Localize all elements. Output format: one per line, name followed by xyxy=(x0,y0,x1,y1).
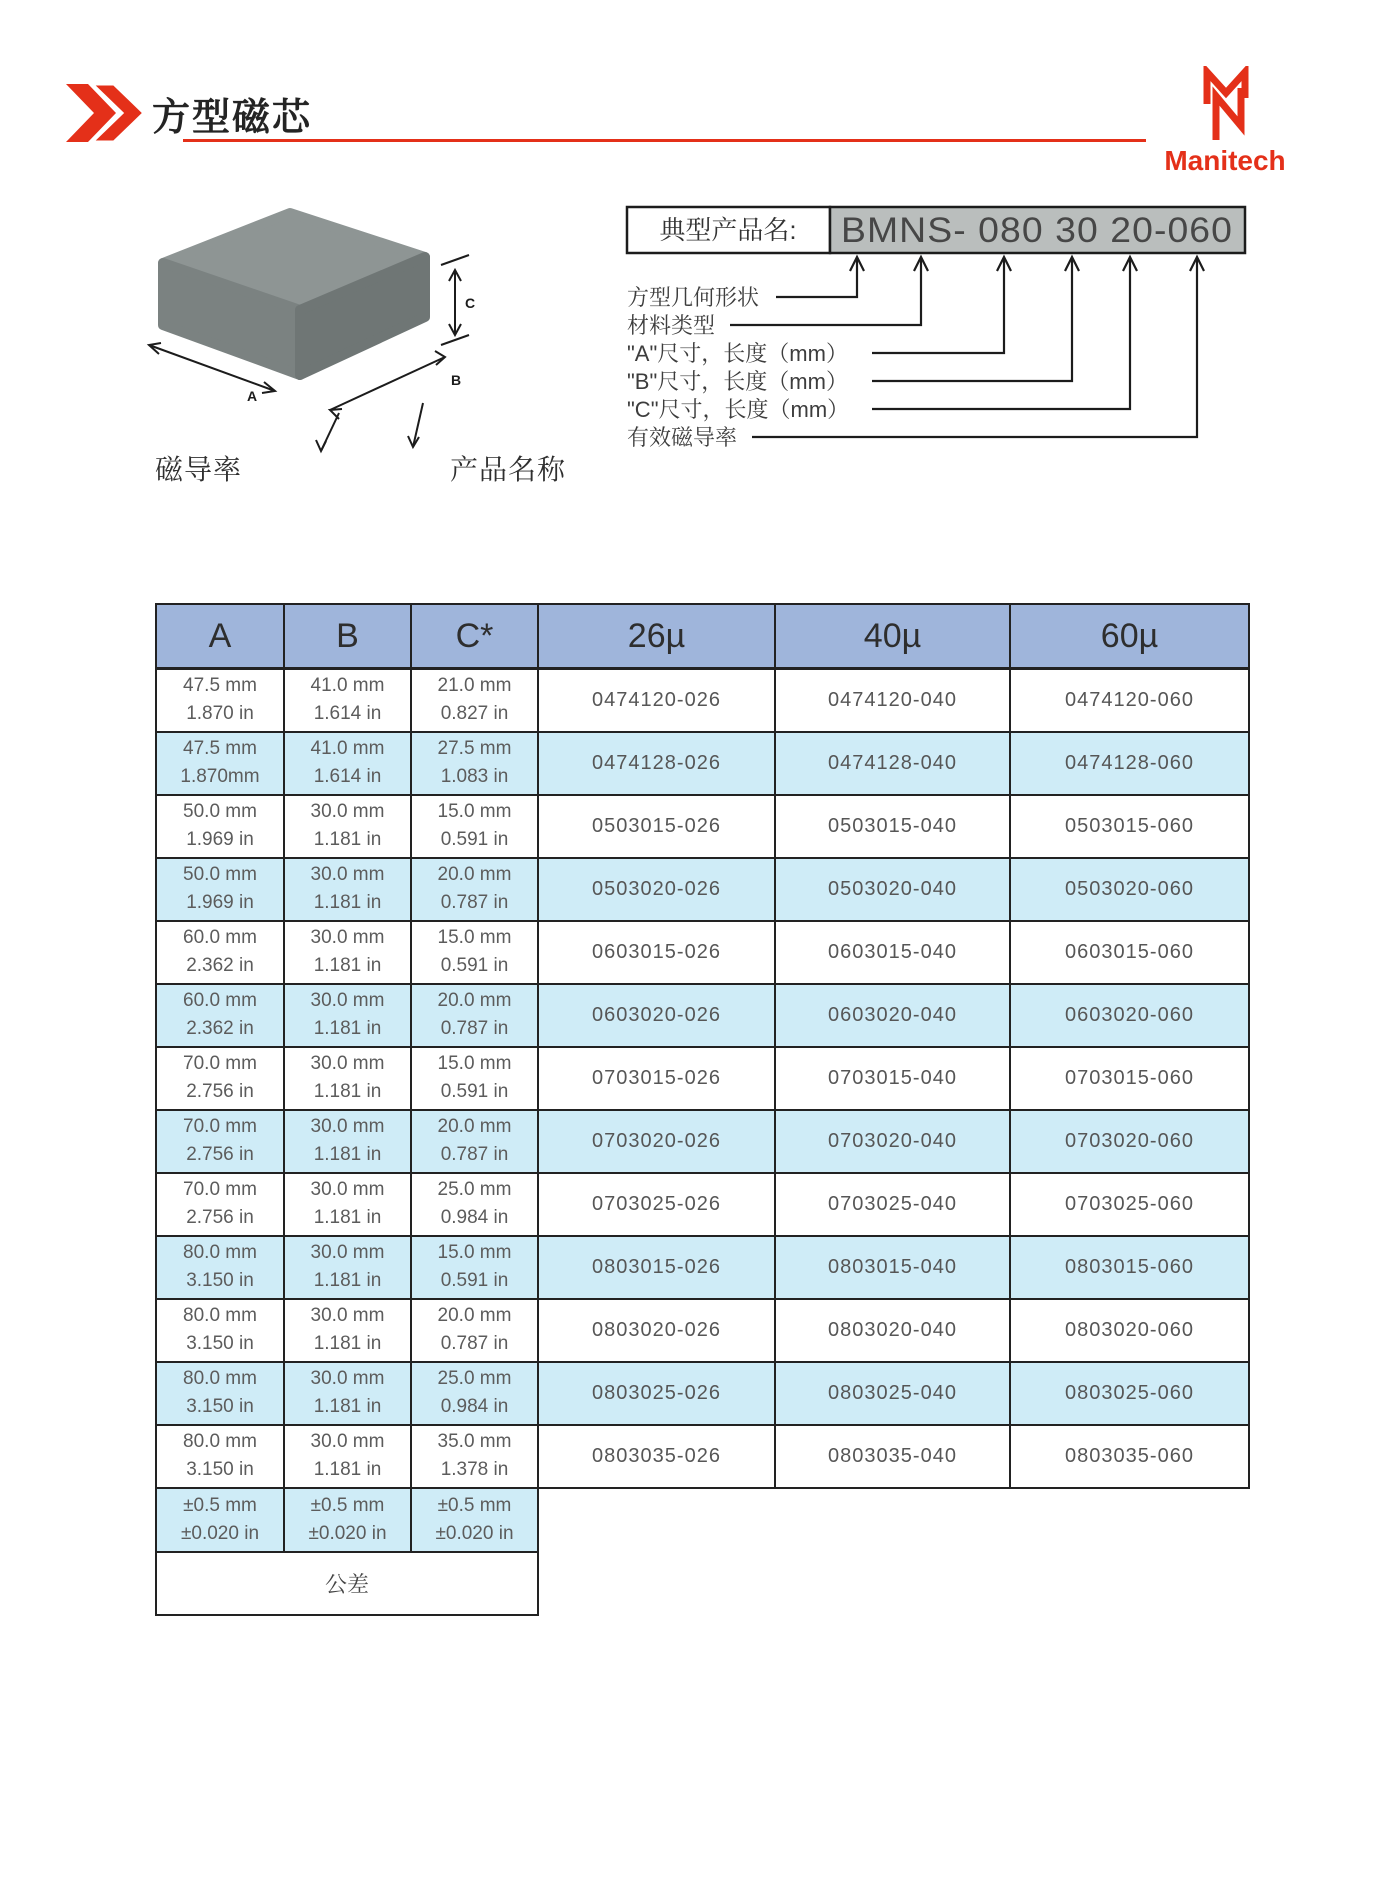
cell-part-26u: 0703015-026 xyxy=(538,1047,775,1110)
core-3d-block xyxy=(163,213,425,375)
cell-part-60u: 0503015-060 xyxy=(1010,795,1249,858)
tolerance-label-row xyxy=(156,1552,1249,1615)
cell-dim-a: 80.0 mm 3.150 in xyxy=(156,1299,284,1362)
cell-dim-c: 15.0 mm 0.591 in xyxy=(411,1236,538,1299)
col-header-c: C* xyxy=(411,604,538,669)
col-header-b: B xyxy=(284,604,411,669)
table-row xyxy=(156,1425,1249,1488)
cell-dim-c: 15.0 mm 0.591 in xyxy=(411,921,538,984)
cell-part-60u: 0803025-060 xyxy=(1010,1362,1249,1425)
cell-part-60u: 0803020-060 xyxy=(1010,1299,1249,1362)
cell-dim-a: 80.0 mm 3.150 in xyxy=(156,1362,284,1425)
table-row xyxy=(156,984,1249,1047)
cell-dim-b: 30.0 mm 1.181 in xyxy=(284,1425,411,1488)
callout-dim-a: "A"尺寸，长度（mm） xyxy=(627,341,848,366)
dim-label-c: C xyxy=(465,295,476,311)
tolerance-label-cell: 公差 xyxy=(156,1552,538,1615)
cell-part-60u: 0703015-060 xyxy=(1010,1047,1249,1110)
cell-part-40u: 0503015-040 xyxy=(775,795,1010,858)
cell-dim-b: 30.0 mm 1.181 in xyxy=(284,1299,411,1362)
table-row xyxy=(156,795,1249,858)
cell-dim-b: 30.0 mm 1.181 in xyxy=(284,1173,411,1236)
cell-part-40u: 0703020-040 xyxy=(775,1110,1010,1173)
cell-part-60u: 0474120-060 xyxy=(1010,669,1249,732)
cell-part-26u: 0803020-026 xyxy=(538,1299,775,1362)
cell-part-40u: 0603015-040 xyxy=(775,921,1010,984)
cell-part-26u: 0474128-026 xyxy=(538,732,775,795)
cell-dim-c: 20.0 mm 0.787 in xyxy=(411,858,538,921)
cell-part-26u: 0703025-026 xyxy=(538,1173,775,1236)
cell-part-26u: 0603015-026 xyxy=(538,921,775,984)
core-3d-diagram xyxy=(125,185,505,465)
cell-dim-b: 30.0 mm 1.181 in xyxy=(284,1110,411,1173)
cell-dim-c: 15.0 mm 0.591 in xyxy=(411,1047,538,1110)
product-table-wrap xyxy=(155,603,1250,1616)
cell-dim-c: 20.0 mm 0.787 in xyxy=(411,984,538,1047)
cell-dim-c: 25.0 mm 0.984 in xyxy=(411,1362,538,1425)
cell-dim-c: 21.0 mm 0.827 in xyxy=(411,669,538,732)
cell-part-40u: 0703025-040 xyxy=(775,1173,1010,1236)
cell-part-26u: 0603020-026 xyxy=(538,984,775,1047)
cell-dim-a: 70.0 mm 2.756 in xyxy=(156,1173,284,1236)
cell-part-60u: 0603015-060 xyxy=(1010,921,1249,984)
cell-dim-a: 50.0 mm 1.969 in xyxy=(156,858,284,921)
cell-dim-b: 41.0 mm 1.614 in xyxy=(284,732,411,795)
manitech-logo-icon xyxy=(1207,72,1245,140)
cell-part-26u: 0703020-026 xyxy=(538,1110,775,1173)
cell-dim-b: 30.0 mm 1.181 in xyxy=(284,1236,411,1299)
cell-part-40u: 0474128-040 xyxy=(775,732,1010,795)
cell-dim-b: 30.0 mm 1.181 in xyxy=(284,795,411,858)
col-header-26u: 26µ xyxy=(538,604,775,669)
cell-part-26u: 0803035-026 xyxy=(538,1425,775,1488)
cell-part-60u: 0474128-060 xyxy=(1010,732,1249,795)
callout-geometry: 方型几何形状 xyxy=(627,285,760,310)
table-row xyxy=(156,1362,1249,1425)
table-header-row xyxy=(156,604,1249,669)
cell-part-60u: 0803015-060 xyxy=(1010,1236,1249,1299)
cell-dim-a: 70.0 mm 2.756 in xyxy=(156,1110,284,1173)
col-header-60u: 60µ xyxy=(1010,604,1249,669)
cell-dim-c: 35.0 mm 1.378 in xyxy=(411,1425,538,1488)
cell-dim-b: 30.0 mm 1.181 in xyxy=(284,1362,411,1425)
cell-dim-b: 30.0 mm 1.181 in xyxy=(284,984,411,1047)
cell-part-26u: 0803025-026 xyxy=(538,1362,775,1425)
brand-logo xyxy=(1145,66,1295,178)
cell-dim-a: 60.0 mm 2.362 in xyxy=(156,984,284,1047)
cell-dim-a: 50.0 mm 1.969 in xyxy=(156,795,284,858)
cell-part-40u: 0803035-040 xyxy=(775,1425,1010,1488)
cell-part-40u: 0603020-040 xyxy=(775,984,1010,1047)
cell-dim-c: 20.0 mm 0.787 in xyxy=(411,1110,538,1173)
cell-part-60u: 0703025-060 xyxy=(1010,1173,1249,1236)
section-label-permeability: 磁导率 xyxy=(155,454,243,485)
part-number-legend xyxy=(600,195,1280,457)
cell-dim-c: 20.0 mm 0.787 in xyxy=(411,1299,538,1362)
cell-dim-c: 27.5 mm 1.083 in xyxy=(411,732,538,795)
cell-part-40u: 0803025-040 xyxy=(775,1362,1010,1425)
dim-label-b: B xyxy=(451,372,462,388)
legend-code: BMNS- 080 30 20-060 xyxy=(841,211,1233,250)
cell-tolerance: ±0.5 mm ±0.020 in xyxy=(156,1488,284,1552)
cell-part-60u: 0803035-060 xyxy=(1010,1425,1249,1488)
callout-dim-b: "B"尺寸，长度（mm） xyxy=(627,369,848,394)
cell-part-60u: 0703020-060 xyxy=(1010,1110,1249,1173)
tolerance-row xyxy=(156,1488,1249,1552)
table-row xyxy=(156,921,1249,984)
cell-dim-c: 15.0 mm 0.591 in xyxy=(411,795,538,858)
cell-part-60u: 0603020-060 xyxy=(1010,984,1249,1047)
cell-dim-b: 30.0 mm 1.181 in xyxy=(284,921,411,984)
col-header-40u: 40µ xyxy=(775,604,1010,669)
cell-part-26u: 0803015-026 xyxy=(538,1236,775,1299)
cell-dim-a: 80.0 mm 3.150 in xyxy=(156,1236,284,1299)
table-row xyxy=(156,669,1249,732)
table-row xyxy=(156,858,1249,921)
callout-material: 材料类型 xyxy=(627,313,716,338)
section-label-product-name: 产品名称 xyxy=(450,454,567,485)
cell-dim-a: 47.5 mm 1.870 in xyxy=(156,669,284,732)
cell-part-40u: 0703015-040 xyxy=(775,1047,1010,1110)
cell-dim-a: 60.0 mm 2.362 in xyxy=(156,921,284,984)
table-row xyxy=(156,1047,1249,1110)
cell-dim-b: 30.0 mm 1.181 in xyxy=(284,858,411,921)
dim-label-a: A xyxy=(247,388,258,404)
section-chevron-icon xyxy=(66,84,152,142)
header-rule xyxy=(183,139,1146,142)
cell-tolerance: ±0.5 mm ±0.020 in xyxy=(411,1488,538,1552)
table-row xyxy=(156,1110,1249,1173)
legend-label: 典型产品名: xyxy=(659,215,797,245)
product-table-body xyxy=(156,669,1249,1615)
cell-dim-a: 80.0 mm 3.150 in xyxy=(156,1425,284,1488)
cell-part-26u: 0503020-026 xyxy=(538,858,775,921)
cell-part-26u: 0474120-026 xyxy=(538,669,775,732)
cell-part-40u: 0503020-040 xyxy=(775,858,1010,921)
callout-dim-c: "C"尺寸，长度（mm） xyxy=(627,397,850,422)
cell-part-40u: 0474120-040 xyxy=(775,669,1010,732)
product-table xyxy=(155,603,1250,1616)
cell-tolerance: ±0.5 mm ±0.020 in xyxy=(284,1488,411,1552)
cell-part-40u: 0803015-040 xyxy=(775,1236,1010,1299)
cell-dim-a: 70.0 mm 2.756 in xyxy=(156,1047,284,1110)
col-header-a: A xyxy=(156,604,284,669)
table-row xyxy=(156,1236,1249,1299)
cell-dim-b: 30.0 mm 1.181 in xyxy=(284,1047,411,1110)
cell-part-40u: 0803020-040 xyxy=(775,1299,1010,1362)
callout-permeability: 有效磁导率 xyxy=(627,425,738,450)
brand-name: Manitech xyxy=(1164,145,1286,176)
cell-dim-a: 47.5 mm 1.870mm xyxy=(156,732,284,795)
cell-dim-b: 41.0 mm 1.614 in xyxy=(284,669,411,732)
cell-part-60u: 0503020-060 xyxy=(1010,858,1249,921)
table-row xyxy=(156,1173,1249,1236)
cell-part-26u: 0503015-026 xyxy=(538,795,775,858)
page-title: 方型磁芯 xyxy=(152,94,313,139)
cell-dim-c: 25.0 mm 0.984 in xyxy=(411,1173,538,1236)
table-row xyxy=(156,732,1249,795)
table-row xyxy=(156,1299,1249,1362)
